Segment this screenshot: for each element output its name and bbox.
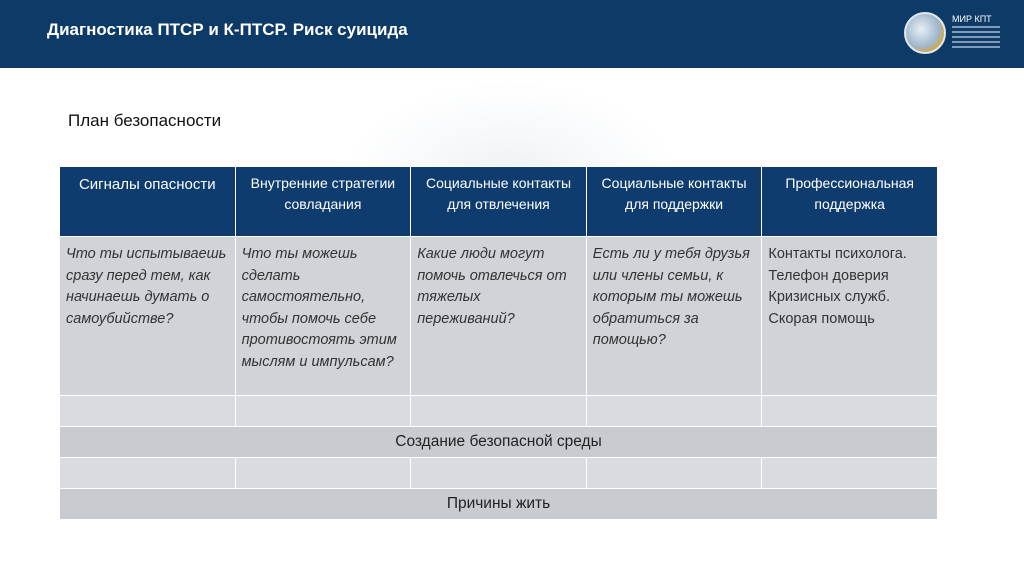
slide-header xyxy=(0,0,1024,68)
empty-cell xyxy=(60,458,236,489)
section-title: План безопасности xyxy=(68,111,222,130)
table-row xyxy=(60,489,938,520)
column-header: Профессиональная поддержка xyxy=(762,167,938,237)
empty-cell xyxy=(235,396,411,427)
table-cell: Есть ли у тебя друзья или члены семьи, к которым ты можешь обратиться за помощью? xyxy=(586,237,762,396)
empty-cell xyxy=(586,458,762,489)
column-header: Социальные контакты для поддержки xyxy=(586,167,762,237)
logo-text: МИР КПТ xyxy=(952,14,992,24)
table-header-row xyxy=(60,167,938,237)
table-row xyxy=(60,237,938,396)
merged-row-reasons-to-live: Причины жить xyxy=(60,489,938,520)
table-row xyxy=(60,427,938,458)
empty-cell xyxy=(60,396,236,427)
table-row xyxy=(60,396,938,427)
logo-subtext xyxy=(952,26,1000,51)
column-header: Социальные контакты для отвлечения xyxy=(411,167,587,237)
safety-plan-table xyxy=(59,166,938,520)
merged-row-safe-environment: Создание безопасной среды xyxy=(60,427,938,458)
slide-title: Диагностика ПТСР и К-ПТСР. Риск суицида xyxy=(47,20,408,39)
empty-cell xyxy=(762,396,938,427)
empty-cell xyxy=(762,458,938,489)
table-cell: Контакты психолога. Телефон доверия Кризисных служб. Скорая помощь xyxy=(762,237,938,396)
column-header: Сигналы опасности xyxy=(60,167,236,237)
table-cell: Какие люди могут помочь отвлечься от тяжелых переживаний? xyxy=(411,237,587,396)
empty-cell xyxy=(411,396,587,427)
empty-cell xyxy=(586,396,762,427)
table-cell: Что ты можешь сделать самостоятельно, чтобы помочь себе противостоять этим мыслям и импульсам? xyxy=(235,237,411,396)
table-row xyxy=(60,458,938,489)
empty-cell xyxy=(235,458,411,489)
column-header: Внутренние стратегии совладания xyxy=(235,167,411,237)
logo-icon xyxy=(904,12,946,54)
table-cell: Что ты испытываешь сразу перед тем, как начинаешь думать о самоубийстве? xyxy=(60,237,236,396)
empty-cell xyxy=(411,458,587,489)
